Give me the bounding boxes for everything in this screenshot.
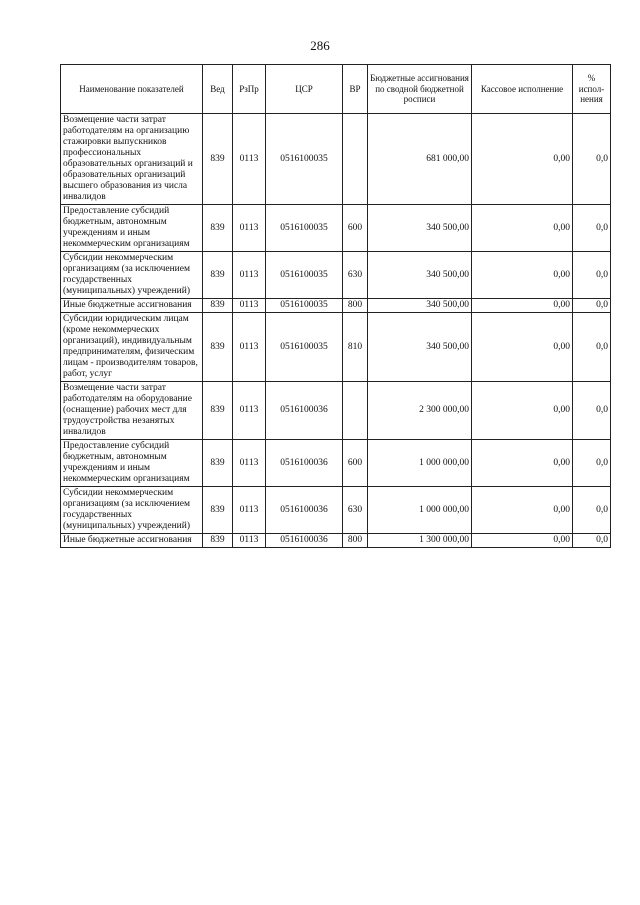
header-name: Наименование показателей <box>61 65 203 114</box>
row-name: Возмещение части затрат работодателям на оборудование (оснащение) рабочих мест для трудоустройства незанятых инвалидов <box>61 382 203 440</box>
row-execution-percent: 0,0 <box>573 252 611 299</box>
row-rzpr: 0113 <box>233 114 266 205</box>
table-row <box>61 313 611 382</box>
row-execution-percent: 0,0 <box>573 299 611 313</box>
row-cash-execution: 0,00 <box>472 252 573 299</box>
row-ved: 839 <box>203 534 233 548</box>
row-assignments: 340 500,00 <box>368 252 472 299</box>
table-row <box>61 252 611 299</box>
row-ved: 839 <box>203 114 233 205</box>
row-assignments: 681 000,00 <box>368 114 472 205</box>
row-rzpr: 0113 <box>233 252 266 299</box>
row-assignments: 340 500,00 <box>368 313 472 382</box>
row-name: Субсидии юридическим лицам (кроме некоммерческих организаций), индивидуальным предпринимателям, физическим лицам - производителям товаров, работ, услуг <box>61 313 203 382</box>
header-execution-percent: % испол-нения <box>573 65 611 114</box>
header-ved: Вед <box>203 65 233 114</box>
row-assignments: 1 000 000,00 <box>368 440 472 487</box>
row-name: Субсидии некоммерческим организациям (за исключением государственных (муниципальных) учреждений) <box>61 487 203 534</box>
row-execution-percent: 0,0 <box>573 382 611 440</box>
row-rzpr: 0113 <box>233 487 266 534</box>
row-cash-execution: 0,00 <box>472 534 573 548</box>
header-csr: ЦСР <box>266 65 343 114</box>
row-execution-percent: 0,0 <box>573 440 611 487</box>
row-vr: 800 <box>343 299 368 313</box>
row-vr: 800 <box>343 534 368 548</box>
budget-table <box>60 64 611 548</box>
row-csr: 0516100036 <box>266 534 343 548</box>
row-csr: 0516100036 <box>266 440 343 487</box>
row-csr: 0516100036 <box>266 382 343 440</box>
row-name: Субсидии некоммерческим организациям (за исключением государственных (муниципальных) учреждений) <box>61 252 203 299</box>
row-assignments: 340 500,00 <box>368 299 472 313</box>
row-csr: 0516100035 <box>266 313 343 382</box>
table-header-row <box>61 65 611 114</box>
header-vr: ВР <box>343 65 368 114</box>
row-execution-percent: 0,0 <box>573 487 611 534</box>
row-name: Предоставление субсидий бюджетным, автономным учреждениям и иным некоммерческим организациям <box>61 205 203 252</box>
row-execution-percent: 0,0 <box>573 114 611 205</box>
row-rzpr: 0113 <box>233 440 266 487</box>
table-row <box>61 534 611 548</box>
row-name: Предоставление субсидий бюджетным, автономным учреждениям и иным некоммерческим организациям <box>61 440 203 487</box>
row-vr: 810 <box>343 313 368 382</box>
row-ved: 839 <box>203 205 233 252</box>
row-csr: 0516100036 <box>266 487 343 534</box>
row-vr <box>343 114 368 205</box>
page-number: 286 <box>310 38 330 53</box>
table-row <box>61 205 611 252</box>
table-row <box>61 114 611 205</box>
row-name: Иные бюджетные ассигнования <box>61 534 203 548</box>
row-rzpr: 0113 <box>233 205 266 252</box>
row-rzpr: 0113 <box>233 299 266 313</box>
header-cash-execution: Кассовое исполнение <box>472 65 573 114</box>
row-assignments: 1 300 000,00 <box>368 534 472 548</box>
row-rzpr: 0113 <box>233 313 266 382</box>
row-vr: 630 <box>343 252 368 299</box>
header-rzpr: РзПр <box>233 65 266 114</box>
table-row <box>61 440 611 487</box>
row-assignments: 2 300 000,00 <box>368 382 472 440</box>
row-execution-percent: 0,0 <box>573 205 611 252</box>
row-name: Иные бюджетные ассигнования <box>61 299 203 313</box>
table-row <box>61 487 611 534</box>
row-name: Возмещение части затрат работодателям на организацию стажировки выпускников профессиональных образовательных организаций и образовательных организаций высшего образования из числа инвалидов <box>61 114 203 205</box>
row-ved: 839 <box>203 252 233 299</box>
row-vr: 600 <box>343 440 368 487</box>
row-ved: 839 <box>203 487 233 534</box>
row-csr: 0516100035 <box>266 114 343 205</box>
row-csr: 0516100035 <box>266 252 343 299</box>
row-vr <box>343 382 368 440</box>
header-assignments: Бюджетные ассигнования по сводной бюджетной росписи <box>368 65 472 114</box>
row-vr: 630 <box>343 487 368 534</box>
row-vr: 600 <box>343 205 368 252</box>
row-rzpr: 0113 <box>233 534 266 548</box>
row-ved: 839 <box>203 313 233 382</box>
row-csr: 0516100035 <box>266 205 343 252</box>
row-assignments: 1 000 000,00 <box>368 487 472 534</box>
row-cash-execution: 0,00 <box>472 313 573 382</box>
table-row <box>61 382 611 440</box>
row-cash-execution: 0,00 <box>472 205 573 252</box>
row-execution-percent: 0,0 <box>573 313 611 382</box>
row-rzpr: 0113 <box>233 382 266 440</box>
row-cash-execution: 0,00 <box>472 487 573 534</box>
table-row <box>61 299 611 313</box>
row-assignments: 340 500,00 <box>368 205 472 252</box>
row-cash-execution: 0,00 <box>472 440 573 487</box>
row-execution-percent: 0,0 <box>573 534 611 548</box>
row-cash-execution: 0,00 <box>472 299 573 313</box>
row-csr: 0516100035 <box>266 299 343 313</box>
row-cash-execution: 0,00 <box>472 382 573 440</box>
row-ved: 839 <box>203 382 233 440</box>
row-cash-execution: 0,00 <box>472 114 573 205</box>
row-ved: 839 <box>203 440 233 487</box>
row-ved: 839 <box>203 299 233 313</box>
